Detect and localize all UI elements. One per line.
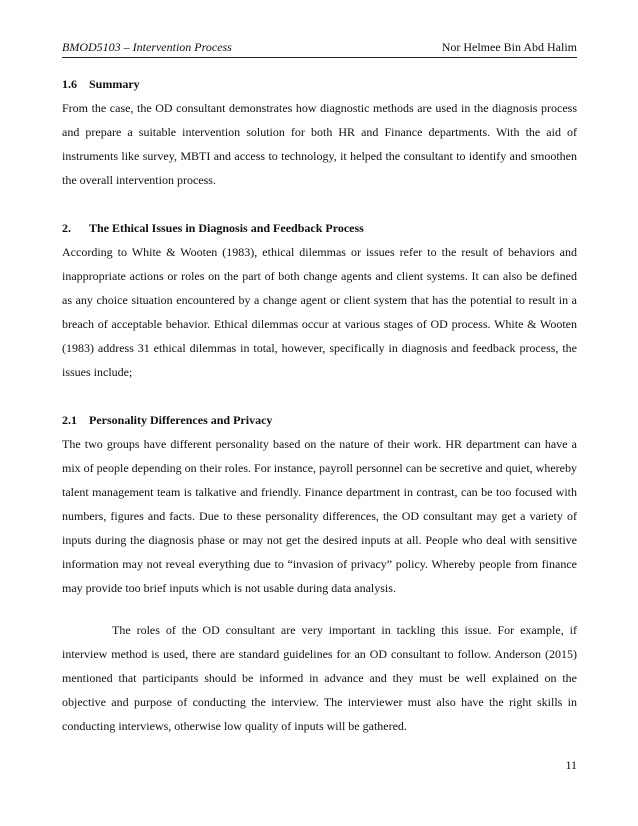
page-content [62,72,577,738]
header-course-title: BMOD5103 – Intervention Process [62,40,232,54]
section-heading-1-6 [62,72,577,96]
section-title: The Ethical Issues in Diagnosis and Feedback Process [89,221,364,235]
section-number: 2.1 [62,413,77,427]
section-number: 2. [62,221,71,235]
section-heading-2 [62,216,577,240]
section-paragraph: The roles of the OD consultant are very important in tackling this issue. For example, if interview method is used, there are standard guidelines for an OD consultant to follow. Anderson (2015) mentioned that participants should be informed in advance and they must be well explained on the objective and purpose of conducting the interview. The interviewer must also have the right skills in conducting interviews, otherwise low quality of inputs will be gathered. [62,623,577,733]
page-header [62,40,577,54]
page-number: 11 [565,758,577,772]
section-paragraph: According to White & Wooten (1983), ethical dilemmas or issues refer to the result of behaviors and inappropriate actions or roles on the part of both change agents and client systems. It can also be defined as any choice situation encountered by a change agent or client system that has the potential to result in a breach of acceptable behavior. Ethical dilemmas occur at various stages of OD process. White & Wooten (1983) address 31 ethical dilemmas in total, however, specifically in diagnosis and feedback process, the issues include; [62,245,577,379]
section-paragraph: From the case, the OD consultant demonstrates how diagnostic methods are used in the diagnosis process and prepare a suitable intervention solution for both HR and Finance departments. With the aid of instruments like survey, MBTI and access to technology, it helped the consultant to identify and smoothen the overall intervention process. [62,101,577,187]
section-number: 1.6 [62,77,77,91]
header-author: Nor Helmee Bin Abd Halim [441,40,577,54]
section-heading-2-1 [62,408,577,432]
section-paragraph: The two groups have different personality based on the nature of their work. HR department can have a mix of people depending on their roles. For instance, payroll personnel can be secretive and quiet, whereby talent management team is talkative and friendly. Finance department in contrast, can be too focused with numbers, figures and facts. Due to these personality differences, the OD consultant may get a variety of inputs during the diagnosis phase or may not get the desired inputs at all. People who deal with sensitive information may not reveal everything due to “invasion of privacy” policy. Whereby people from finance may provide too brief inputs which is not usable during data analysis. [62,437,577,595]
header-rule [62,57,577,58]
section-title: Personality Differences and Privacy [89,413,273,427]
section-title: Summary [89,77,140,91]
